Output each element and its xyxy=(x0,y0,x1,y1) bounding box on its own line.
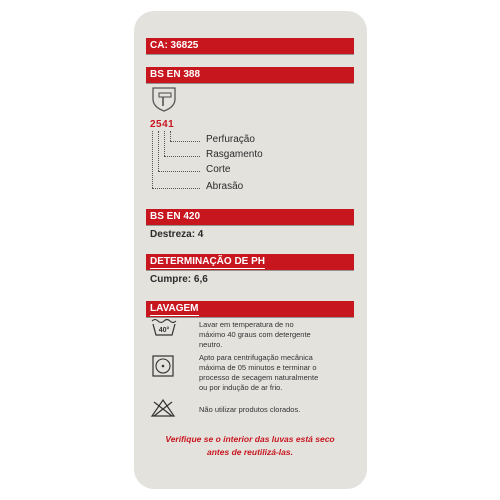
leader-line xyxy=(152,188,200,189)
wash-instruction xyxy=(199,320,311,350)
instruction-line: Lavar em temperatura de no xyxy=(199,320,294,329)
bs-en-388-code: 2541 xyxy=(150,119,175,130)
footer-note xyxy=(146,433,354,459)
bs-en-388-header: BS EN 388 xyxy=(150,69,201,80)
no-chlorine-bleach-icon xyxy=(150,398,176,418)
rating-perfuracao: Perfuração xyxy=(206,134,255,145)
leader-line xyxy=(158,131,159,171)
instruction-line: máximo 40 graus com detergente xyxy=(199,330,311,339)
instruction-line: Não utilizar produtos clorados. xyxy=(199,405,301,414)
wash-temp-label: 40° xyxy=(158,327,170,334)
tumble-dry-icon xyxy=(152,355,174,377)
rating-rasgamento: Rasgamento xyxy=(206,149,263,160)
ph-bar xyxy=(146,254,354,270)
hammer-on-shield-icon xyxy=(150,86,178,112)
leader-line xyxy=(158,171,200,172)
ph-value: Cumpre: 6,6 xyxy=(150,274,208,285)
ca-bar xyxy=(146,38,354,54)
bs-en-420-bar xyxy=(146,209,354,225)
footer-line-1: Verifique se o interior das luvas está seco xyxy=(165,434,335,444)
instruction-line: máxima de 05 minutos e terminar o xyxy=(199,363,317,372)
instruction-line: neutro. xyxy=(199,340,223,349)
leader-line xyxy=(152,131,153,188)
ph-header: DETERMINAÇÃO DE PH xyxy=(150,256,266,267)
chlorine-instruction xyxy=(199,405,300,415)
leader-line xyxy=(164,131,165,156)
dry-instruction xyxy=(199,353,318,393)
rating-abrasao: Abrasão xyxy=(206,181,244,192)
leader-line xyxy=(170,131,171,141)
destreza-value: Destreza: 4 xyxy=(150,229,204,240)
footer-line-2: antes de reutilizá-las. xyxy=(207,447,293,457)
leader-line xyxy=(164,156,200,157)
bs-en-388-bar xyxy=(146,67,354,83)
lavagem-bar xyxy=(146,301,354,317)
instruction-line: processo de secagem naturalmente xyxy=(199,373,319,382)
ca-label: CA: 36825 xyxy=(150,40,199,51)
lavagem-header: LAVAGEM xyxy=(150,303,199,314)
leader-line xyxy=(170,141,200,142)
instruction-line: Apto para centrifugação mecânica xyxy=(199,353,313,362)
wash-40-icon xyxy=(150,317,178,337)
bs-en-420-header: BS EN 420 xyxy=(150,211,201,222)
rating-corte: Corte xyxy=(206,164,231,175)
instruction-line: ou por indução de ar frio. xyxy=(199,383,283,392)
